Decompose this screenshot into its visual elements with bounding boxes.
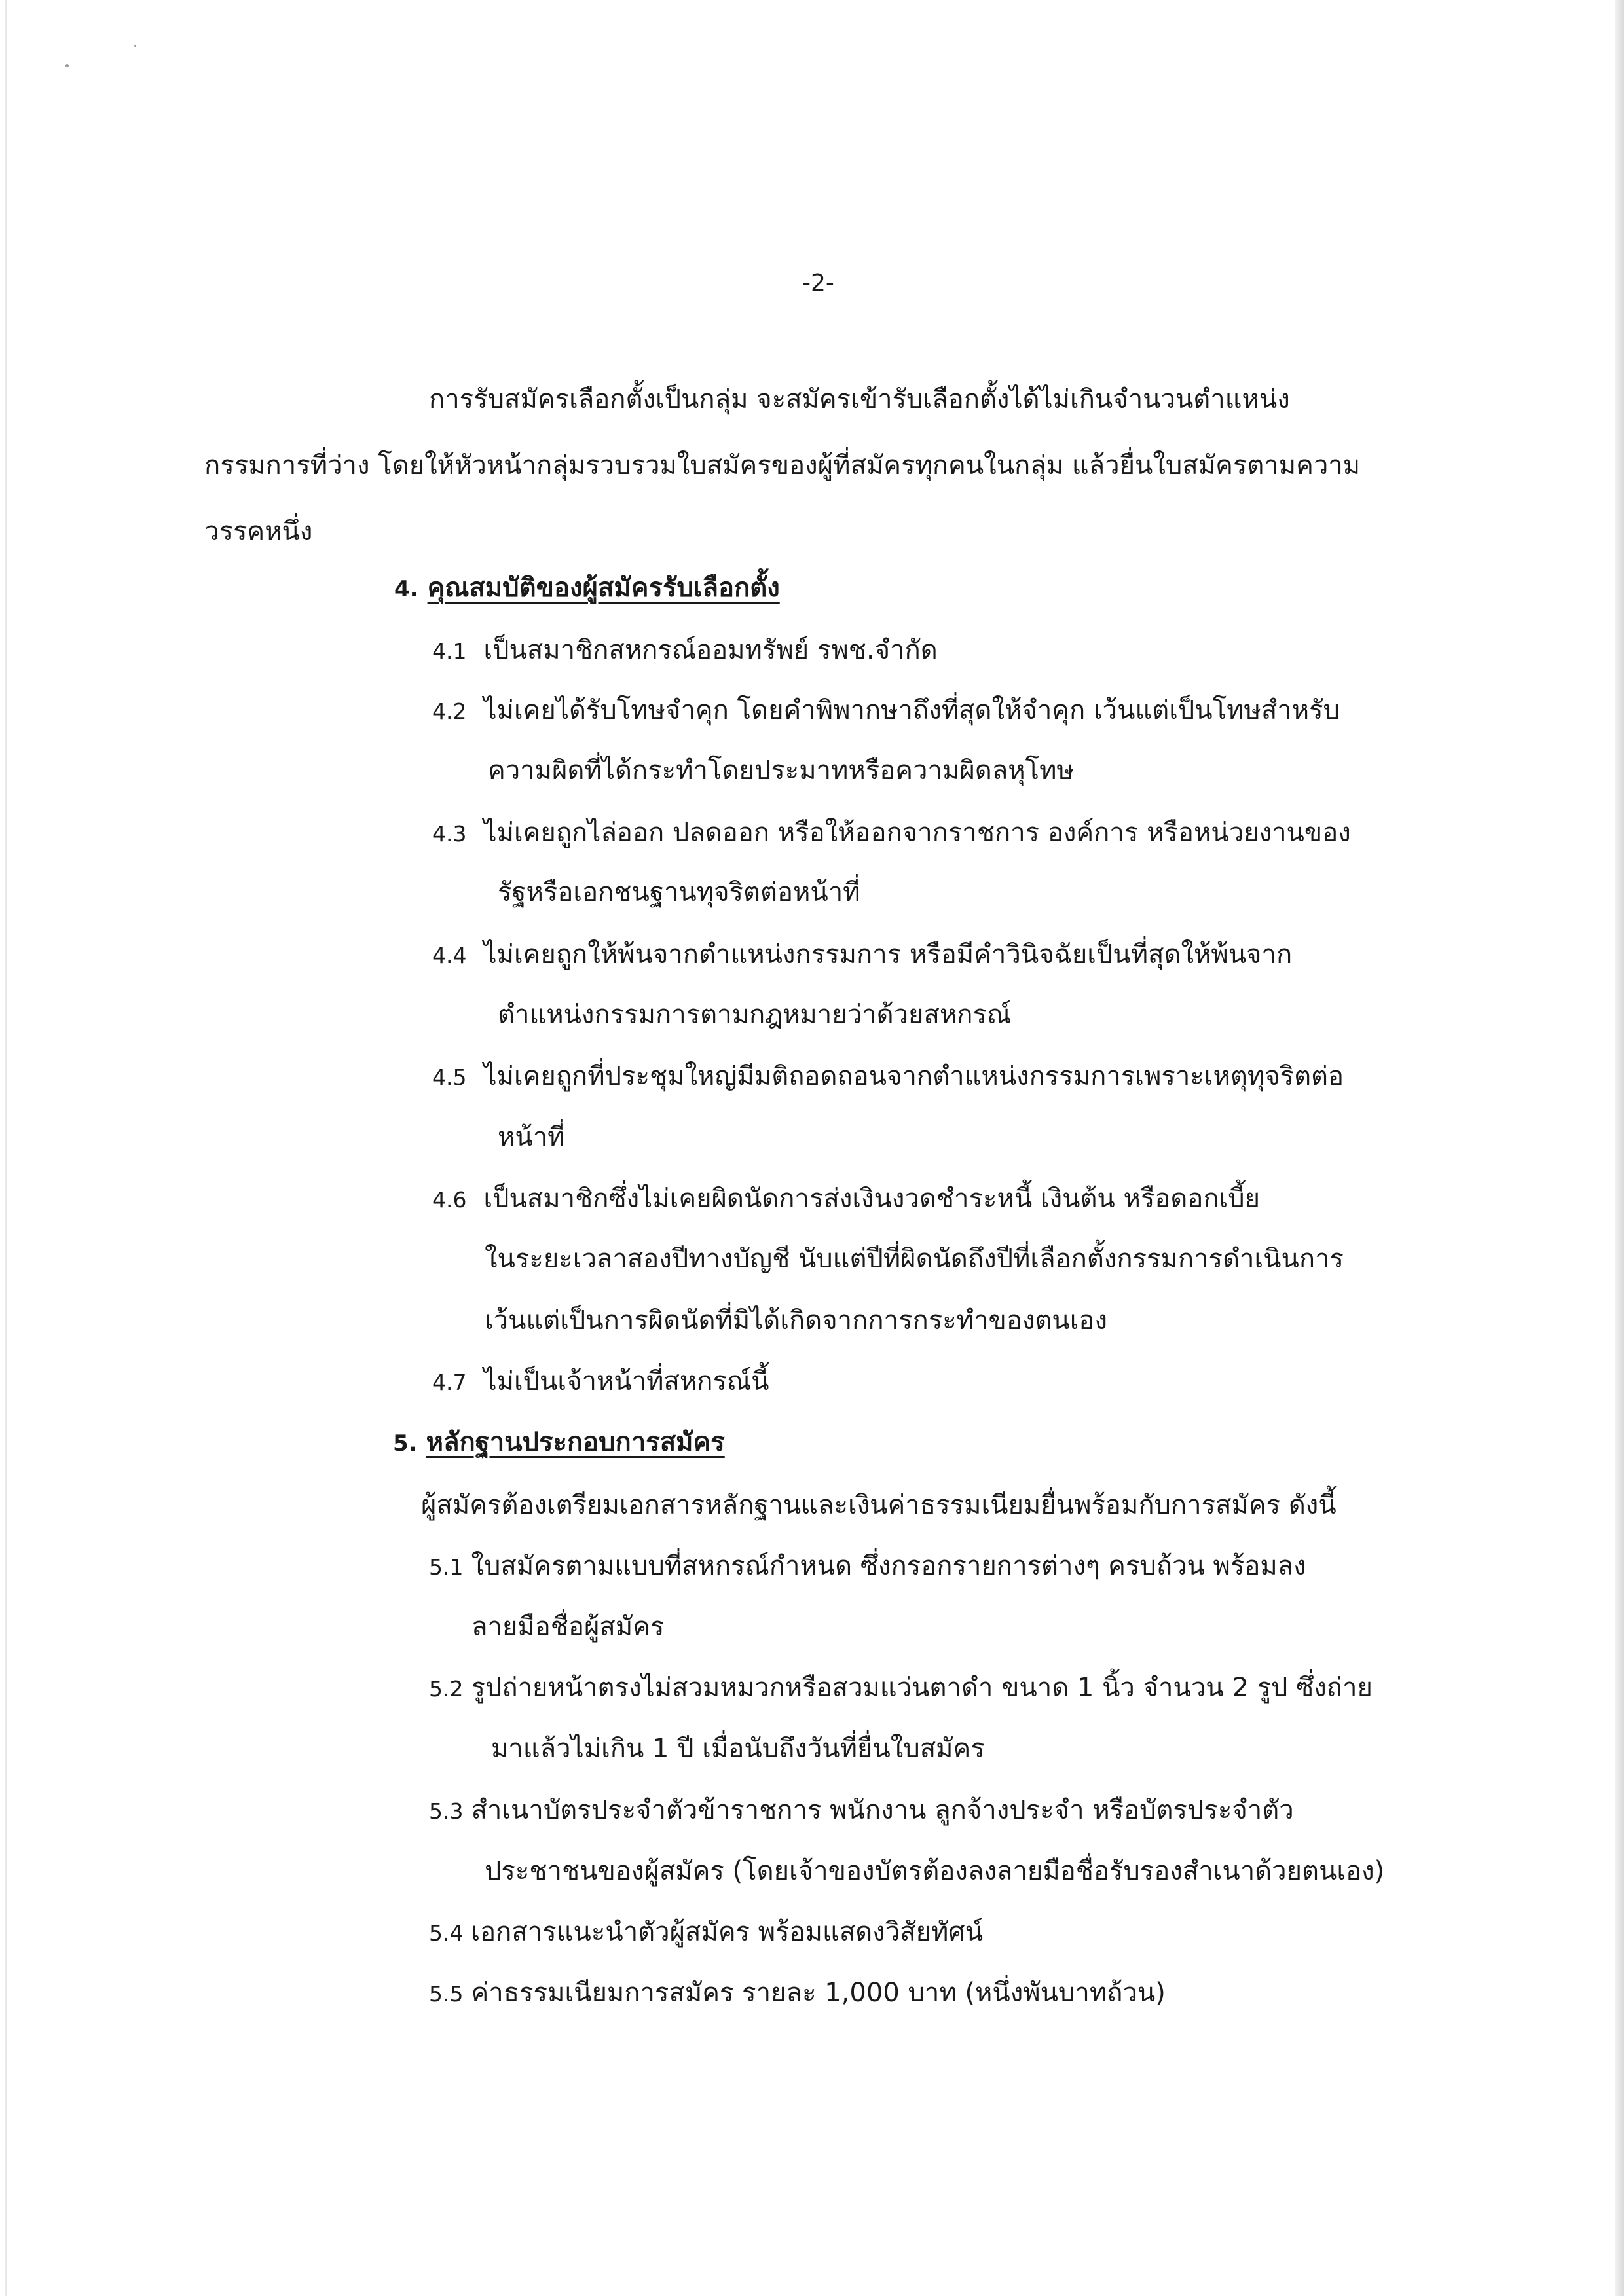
list-item-4-2-cont: ความผิดที่ได้กระทำโดยประมาทหรือความผิดลหุโทษ bbox=[488, 756, 1074, 786]
list-item-5-4 bbox=[429, 1916, 983, 1948]
section-5-intro: ผู้สมัครต้องเตรียมเอกสารหลักฐานและเงินค่าธรรมเนียมยื่นพร้อมกับการสมัคร ดังนี้ bbox=[421, 1490, 1337, 1520]
item-text: เป็นสมาชิกซึ่งไม่เคยผิดนัดการส่งเงินงวดชำระหนี้ เงินต้น หรือดอกเบี้ย bbox=[483, 1184, 1261, 1214]
item-text: ไม่เคยถูกที่ประชุมใหญ่มีมติถอดถอนจากตำแหน่งกรรมการเพราะเหตุทุจริตต่อ bbox=[483, 1061, 1344, 1091]
item-text: ไม่เคยถูกให้พ้นจากตำแหน่งกรรมการ หรือมีคำวินิจฉัยเป็นที่สุดให้พ้นจาก bbox=[483, 939, 1293, 970]
list-item-5-2 bbox=[429, 1671, 1373, 1704]
item-number: 5.2 bbox=[429, 1676, 464, 1702]
list-item-4-1 bbox=[432, 634, 938, 666]
page-number: -2- bbox=[802, 270, 834, 297]
list-item-4-3-cont: รัฐหรือเอกชนฐานทุจริตต่อหน้าที่ bbox=[498, 877, 860, 907]
item-number: 4.7 bbox=[432, 1370, 467, 1395]
item-text: ค่าธรรมเนียมการสมัคร รายละ 1,000 บาท (หนึ่งพันบาทถ้วน) bbox=[471, 1978, 1166, 2008]
item-text: ไม่เคยได้รับโทษจำคุก โดยคำพิพากษาถึงที่สุดให้จำคุก เว้นแต่เป็นโทษสำหรับ bbox=[483, 695, 1340, 725]
item-number: 4.6 bbox=[432, 1187, 467, 1212]
list-item-5-3 bbox=[429, 1794, 1294, 1827]
scan-edge-right bbox=[1615, 0, 1624, 2296]
item-number: 4.4 bbox=[432, 943, 467, 968]
scan-speck bbox=[65, 64, 69, 67]
item-text: รูปถ่ายหน้าตรงไม่สวมหมวกหรือสวมแว่นตาดำ ขนาด 1 นิ้ว จำนวน 2 รูป ซึ่งถ่าย bbox=[471, 1673, 1373, 1703]
item-number: 4.2 bbox=[432, 699, 467, 724]
list-item-4-4-cont: ตำแหน่งกรรมการตามกฎหมายว่าด้วยสหกรณ์ bbox=[498, 1000, 1012, 1030]
item-text: ใบสมัครตามแบบที่สหกรณ์กำหนด ซึ่งกรอกรายการต่างๆ ครบถ้วน พร้อมลง bbox=[471, 1551, 1306, 1581]
list-item-5-1 bbox=[429, 1550, 1306, 1582]
item-number: 5.1 bbox=[429, 1554, 464, 1580]
item-number: 4.3 bbox=[432, 821, 467, 847]
section-5-number: 5. bbox=[393, 1430, 417, 1457]
list-item-4-5-cont: หน้าที่ bbox=[498, 1122, 565, 1152]
item-text: สำเนาบัตรประจำตัวข้าราชการ พนักงาน ลูกจ้างประจำ หรือบัตรประจำตัว bbox=[471, 1795, 1294, 1825]
intro-line-3: วรรคหนึ่ง bbox=[204, 517, 313, 547]
section-4-title: คุณสมบัติของผู้สมัครรับเลือกตั้ง bbox=[427, 573, 780, 603]
list-item-4-5 bbox=[432, 1060, 1344, 1093]
scan-edge-left bbox=[5, 0, 7, 2296]
intro-line-2: กรรมการที่ว่าง โดยให้หัวหน้ากลุ่มรวบรวมใบสมัครของผู้ที่สมัครทุกคนในกลุ่ม แล้วยื่นใบสมัครตามความ bbox=[204, 450, 1361, 481]
item-number: 4.1 bbox=[432, 638, 467, 664]
list-item-5-1-cont: ลายมือชื่อผู้สมัคร bbox=[471, 1612, 665, 1642]
list-item-5-5 bbox=[429, 1977, 1166, 2009]
list-item-4-3 bbox=[432, 816, 1351, 849]
list-item-5-2-cont: มาแล้วไม่เกิน 1 ปี เมื่อนับถึงวันที่ยื่นใบสมัคร bbox=[491, 1734, 985, 1764]
section-5-title: หลักฐานประกอบการสมัคร bbox=[426, 1427, 725, 1457]
list-item-4-6 bbox=[432, 1182, 1260, 1215]
item-number: 5.3 bbox=[429, 1798, 464, 1824]
list-item-5-3-cont: ประชาชนของผู้สมัคร (โดยเจ้าของบัตรต้องลงลายมือชื่อรับรองสำเนาด้วยตนเอง) bbox=[485, 1856, 1385, 1886]
section-5-heading bbox=[393, 1426, 725, 1459]
scan-speck bbox=[134, 45, 136, 47]
item-text: ไม่เคยถูกไล่ออก ปลดออก หรือให้ออกจากราชการ องค์การ หรือหน่วยงานของ bbox=[483, 818, 1351, 848]
section-4-heading bbox=[394, 572, 780, 604]
list-item-4-6-cont-2: เว้นแต่เป็นการผิดนัดที่มิได้เกิดจากการกระทำของตนเอง bbox=[485, 1305, 1107, 1336]
list-item-4-7 bbox=[432, 1365, 769, 1398]
item-number: 5.4 bbox=[429, 1920, 464, 1946]
list-item-4-2 bbox=[432, 694, 1340, 727]
intro-line-1: การรับสมัครเลือกตั้งเป็นกลุ่ม จะสมัครเข้ารับเลือกตั้งได้ไม่เกินจำนวนตำแหน่ง bbox=[429, 384, 1290, 414]
item-number: 5.5 bbox=[429, 1981, 464, 2007]
list-item-4-4 bbox=[432, 938, 1292, 971]
list-item-4-6-cont-1: ในระยะเวลาสองปีทางบัญชี นับแต่ปีที่ผิดนัดถึงปีที่เลือกตั้งกรรมการดำเนินการ bbox=[485, 1244, 1344, 1274]
item-text: เอกสารแนะนำตัวผู้สมัคร พร้อมแสดงวิสัยทัศน์ bbox=[471, 1917, 984, 1947]
item-number: 4.5 bbox=[432, 1065, 467, 1090]
item-text: เป็นสมาชิกสหกรณ์ออมทรัพย์ รพช.จำกัด bbox=[483, 635, 938, 665]
section-4-number: 4. bbox=[394, 576, 418, 602]
item-text: ไม่เป็นเจ้าหน้าที่สหกรณ์นี้ bbox=[483, 1366, 769, 1396]
